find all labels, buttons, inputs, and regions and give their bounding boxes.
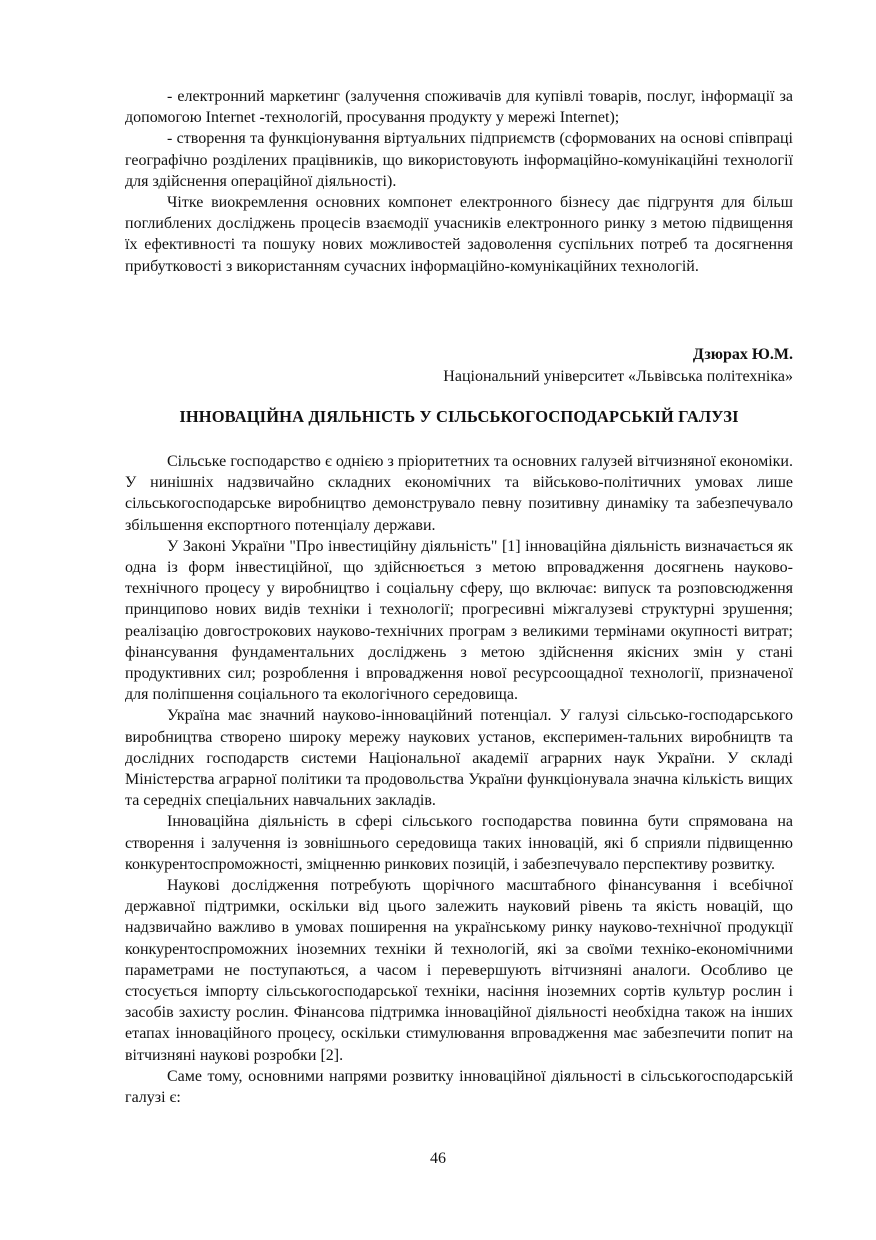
article-paragraph: У Законі України "Про інвестиційну діяльність" [1] інноваційна діяльність визначається як одна із форм інвестиційної, що здійснюється з метою впровадження досягнень науково-технічного процесу у виробництво і соціальну сферу, що включає: випуск та розповсюдження принципово нових видів техніки і технології; прогресивні міжгалузеві структурні зрушення; реалізацію довгострокових науково-технічних програм з великими термінами окупності витрат; фінансування фундаментальних досліджень з метою здійснення якісних змін у стані продуктивних сил; розроблення і впровадження нової ресурсоощадної технології, призначеної для поліпшення соціального та екологічного середовища. bbox=[125, 537, 793, 704]
article-paragraph: Сільське господарство є однією з пріоритетних та основних галузей вітчизняної економіки. У нинішніх надзвичайно складних економічних та військово-політичних умовах лише сільськогосподарське виробництво демонструвало певну позитивну динаміку та забезпечувало збільшення експортного потенціалу держави. bbox=[125, 453, 793, 534]
author-affiliation: Національний університет «Львівська політехніка» bbox=[443, 368, 793, 385]
article-paragraph: Інноваційна діяльність в сфері сільського господарства повинна бути спрямована на створення і залучення із зовнішнього середовища таких інновацій, які б сприяли підвищенню конкурентоспроможності, зміцненню ринкових позицій, і забезпечувало перспективу розвитку. bbox=[125, 813, 793, 873]
article-paragraph: Саме тому, основними напрями розвитку інноваційної діяльності в сільськогосподарській галузі є: bbox=[125, 1067, 793, 1107]
article-paragraph: Україна має значний науково-інноваційний потенціал. У галузі сільсько-господарського виробництва створено широку мережу наукових установ, експеримен-тальних виробництв та дослідних господарств системи Національної академії аграрних наук України. У складі Міністерства аграрної політики та продовольства України функціонувала значна кількість вищих та середніх спеціальних навчальних закладів. bbox=[125, 707, 793, 810]
paragraph-virtual-enterprises: - створення та функціонування віртуальних підприємств (сформованих на основі співпраці географічно розділених працівників, що використовують інформаційно-комунікаційні технології для здійснення операційної діяльності). bbox=[125, 130, 793, 190]
article-paragraph: Наукові дослідження потребують щорічного масштабного фінансування і всебічної державної підтримки, оскільки від цього залежить науковий рівень та якість новацій, що надзвичайно важливо в умовах поширення на українському ринку науково-технічної продукції конкурентоспроможних іноземних техніки й технологій, які за своїми техніко-економічними параметрами не поступаються, а часом і перевершують вітчизняні аналоги. Особливо це стосується імпорту сільськогосподарської техніки, насіння іноземних сортів культур рослин і засобів захисту рослин. Фінансова підтримка інноваційної діяльності необхідна також на інших етапах інноваційного процесу, оскільки стимулювання впровадження має забезпечити попит на вітчизняні наукові розробки [2]. bbox=[125, 877, 793, 1064]
author-block bbox=[443, 344, 793, 388]
article-body bbox=[125, 451, 793, 1108]
article-title: ІННОВАЦІЙНА ДІЯЛЬНІСТЬ У СІЛЬСЬКОГОСПОДАРСЬКІЙ ГАЛУЗІ bbox=[179, 407, 739, 426]
page-number: 46 bbox=[430, 1150, 446, 1167]
paragraph-e-business-components: Чітке виокремлення основних компонет електронного бізнесу дає підгрунтя для більш поглиблених досліджень процесів взаємодії учасників електронного ринку з метою підвищення їх ефективності та пошуку нових можливостей задоволення суспільних потреб та досягнення прибутковості з використанням сучасних інформаційно-комунікаційних технологій. bbox=[125, 194, 793, 275]
top-section bbox=[125, 86, 793, 277]
author-name: Дзюрах Ю.М. bbox=[692, 346, 793, 363]
paragraph-e-marketing: - електронний маркетинг (залучення споживачів для купівлі товарів, послуг, інформації за допомогою Internet -технологій, просування продукту у мережі Internet); bbox=[125, 88, 793, 127]
